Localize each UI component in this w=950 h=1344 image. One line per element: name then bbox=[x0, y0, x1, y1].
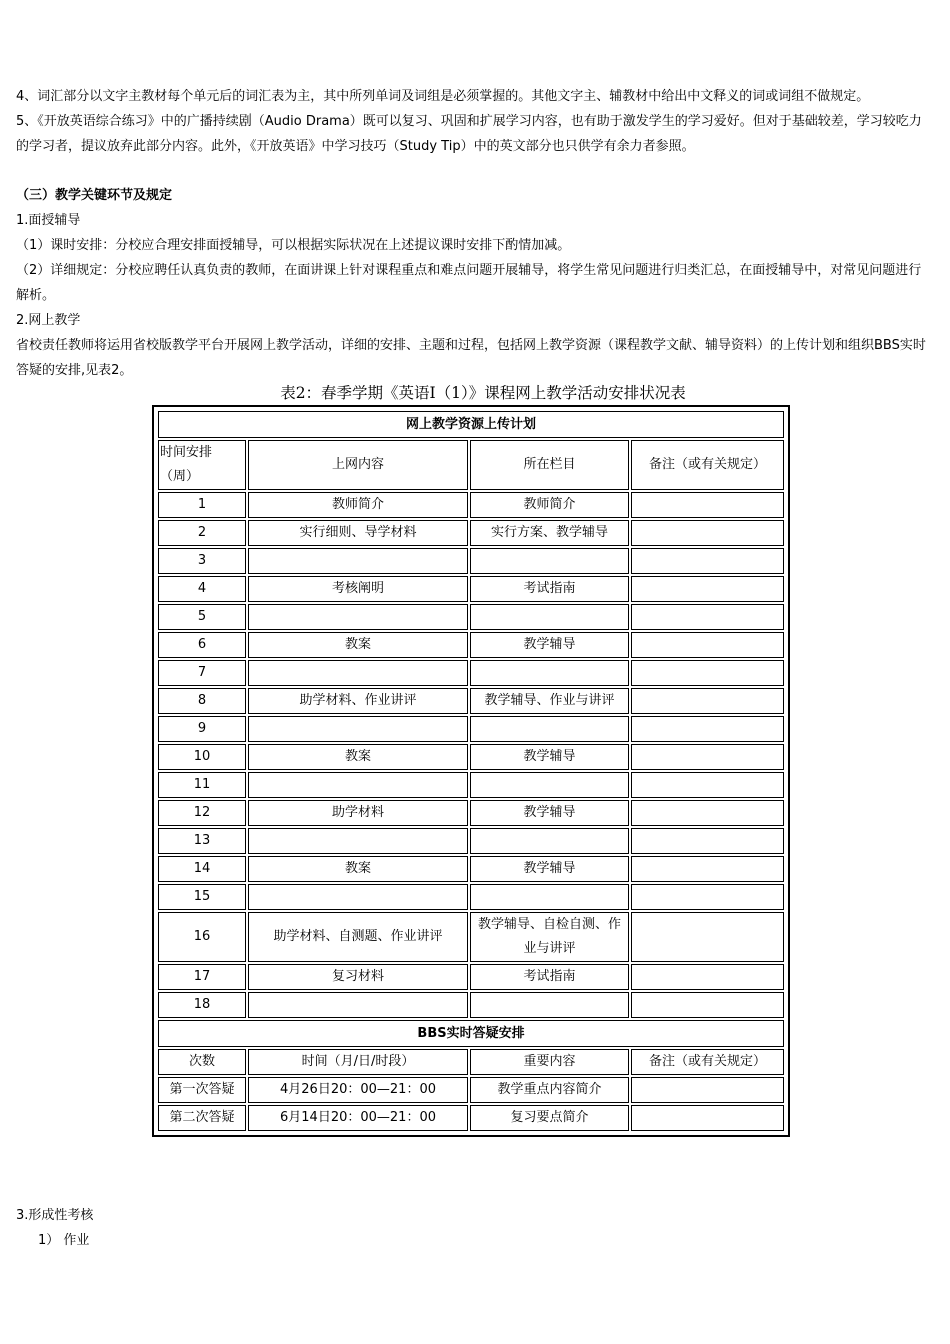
cell-col1: 5 bbox=[158, 604, 246, 630]
cell-remark bbox=[631, 548, 784, 574]
upload-plan-title: 网上教学资源上传计划 bbox=[158, 411, 784, 438]
cell-col1: 2 bbox=[158, 520, 246, 546]
section-title: （三）教学关键环节及规定 bbox=[16, 188, 173, 203]
section-item-rules: （2）详细规定：分校应聘任认真负责的教师，在面讲课上针对课程重点和难点问题开展辅导，将学生常见问题进行归类汇总，在面授辅导中，对常见问题进行解析。 bbox=[16, 263, 922, 303]
cell-col1: 3 bbox=[158, 548, 246, 574]
formative-assessment-heading: 3.形成性考核 bbox=[16, 1208, 94, 1223]
cell-col3 bbox=[470, 772, 629, 798]
cell-remark bbox=[631, 992, 784, 1018]
bbs-title: BBS实时答疑安排 bbox=[158, 1020, 784, 1047]
header-column: 所在栏目 bbox=[470, 440, 629, 490]
cell-col3: 教学辅导 bbox=[470, 856, 629, 882]
table-row bbox=[158, 548, 784, 574]
cell-col3: 教学辅导 bbox=[470, 744, 629, 770]
cell-remark bbox=[631, 632, 784, 658]
table-row bbox=[158, 688, 784, 714]
cell-col2: 助学材料、自测题、作业讲评 bbox=[248, 912, 468, 962]
cell-col2 bbox=[248, 828, 468, 854]
header-week: 时间安排（周） bbox=[158, 440, 246, 490]
cell-col3 bbox=[470, 548, 629, 574]
table-row bbox=[158, 604, 784, 630]
cell-remark bbox=[631, 492, 784, 518]
cell-col3: 重要内容 bbox=[470, 1049, 629, 1075]
cell-col2: 6月14日20：00—21：00 bbox=[248, 1105, 468, 1131]
cell-col1: 6 bbox=[158, 632, 246, 658]
table-row bbox=[158, 992, 784, 1018]
cell-col3: 考试指南 bbox=[470, 964, 629, 990]
table-row bbox=[158, 912, 784, 962]
cell-col3 bbox=[470, 716, 629, 742]
section-item-online-desc: 省校责任教师将运用省校版教学平台开展网上教学活动，详细的安排、主题和过程，包括网上教学资源（课程教学文献、辅导资料）的上传计划和组织BBS实时答疑的安排,见表2。 bbox=[16, 338, 926, 378]
cell-col1: 13 bbox=[158, 828, 246, 854]
cell-col2: 4月26日20：00—21：00 bbox=[248, 1077, 468, 1103]
schedule-table bbox=[152, 405, 790, 1137]
cell-col3: 复习要点简介 bbox=[470, 1105, 629, 1131]
cell-remark bbox=[631, 912, 784, 962]
cell-remark bbox=[631, 660, 784, 686]
cell-col3: 教学重点内容简介 bbox=[470, 1077, 629, 1103]
cell-col1: 12 bbox=[158, 800, 246, 826]
cell-remark bbox=[631, 964, 784, 990]
cell-col3: 教师简介 bbox=[470, 492, 629, 518]
cell-col3: 教学辅导 bbox=[470, 632, 629, 658]
cell-col1: 4 bbox=[158, 576, 246, 602]
cell-remark bbox=[631, 576, 784, 602]
cell-col3 bbox=[470, 992, 629, 1018]
table-row bbox=[158, 772, 784, 798]
table-row bbox=[158, 884, 784, 910]
cell-col3: 教学辅导、自检自测、作业与讲评 bbox=[470, 912, 629, 962]
table-row bbox=[158, 576, 784, 602]
bbs-title-row bbox=[158, 1020, 784, 1047]
table-row bbox=[158, 800, 784, 826]
cell-col3: 教学辅导、作业与讲评 bbox=[470, 688, 629, 714]
cell-remark bbox=[631, 1077, 784, 1103]
cell-remark: 备注（或有关规定） bbox=[631, 1049, 784, 1075]
cell-remark bbox=[631, 744, 784, 770]
table-row bbox=[158, 520, 784, 546]
section-item-hours: （1）课时安排：分校应合理安排面授辅导，可以根据实际状况在上述提议课时安排下酌情加减。 bbox=[16, 238, 571, 253]
table-row bbox=[158, 492, 784, 518]
cell-remark bbox=[631, 520, 784, 546]
cell-remark bbox=[631, 772, 784, 798]
cell-col2: 教案 bbox=[248, 632, 468, 658]
after-table bbox=[16, 1203, 93, 1253]
cell-remark bbox=[631, 828, 784, 854]
bbs-row bbox=[158, 1105, 784, 1131]
cell-col1: 9 bbox=[158, 716, 246, 742]
section-item-online: 2.网上教学 bbox=[16, 313, 81, 328]
document-body bbox=[16, 84, 930, 1137]
cell-col2: 复习材料 bbox=[248, 964, 468, 990]
table-row bbox=[158, 828, 784, 854]
cell-col2: 助学材料 bbox=[248, 800, 468, 826]
table-row bbox=[158, 632, 784, 658]
paragraph-vocabulary: 4、词汇部分以文字主教材每个单元后的词汇表为主，其中所列单词及词组是必须掌握的。其他文字主、辅教材中给出中文释义的词或词组不做规定。 bbox=[16, 89, 870, 104]
table-row bbox=[158, 716, 784, 742]
header-remark: 备注（或有关规定） bbox=[631, 440, 784, 490]
cell-col1: 1 bbox=[158, 492, 246, 518]
cell-remark bbox=[631, 1105, 784, 1131]
cell-col2: 时间（月/日/时段） bbox=[248, 1049, 468, 1075]
table-caption: 表2：春季学期《英语I（1）》课程网上教学活动安排状况表 bbox=[280, 384, 686, 402]
cell-col3: 考试指南 bbox=[470, 576, 629, 602]
cell-remark bbox=[631, 716, 784, 742]
cell-col2: 教师简介 bbox=[248, 492, 468, 518]
table-row bbox=[158, 856, 784, 882]
cell-col1: 8 bbox=[158, 688, 246, 714]
cell-col1: 16 bbox=[158, 912, 246, 962]
cell-col2: 实行细则、导学材料 bbox=[248, 520, 468, 546]
cell-col3 bbox=[470, 604, 629, 630]
cell-col2 bbox=[248, 548, 468, 574]
cell-col2: 助学材料、作业讲评 bbox=[248, 688, 468, 714]
cell-col3: 教学辅导 bbox=[470, 800, 629, 826]
cell-col2 bbox=[248, 604, 468, 630]
cell-col2: 教案 bbox=[248, 744, 468, 770]
section-item-face-tutoring: 1.面授辅导 bbox=[16, 213, 81, 228]
cell-col1: 10 bbox=[158, 744, 246, 770]
cell-col1: 17 bbox=[158, 964, 246, 990]
cell-col1: 7 bbox=[158, 660, 246, 686]
cell-col2 bbox=[248, 884, 468, 910]
cell-col2 bbox=[248, 992, 468, 1018]
paragraph-audio-drama: 5、《开放英语综合练习》中的广播持续剧（Audio Drama）既可以复习、巩固和扩展学习内容，也有助于激发学生的学习爱好。但对于基础较差，学习较吃力的学习者，提议放弃此部分内容。此外，《开放英语》中学习技巧（Study Tip）中的英文部分也只供学有余力者参照。 bbox=[16, 114, 922, 154]
cell-col3 bbox=[470, 828, 629, 854]
cell-col3 bbox=[470, 884, 629, 910]
cell-col2: 考核阐明 bbox=[248, 576, 468, 602]
cell-remark bbox=[631, 856, 784, 882]
cell-col2: 教案 bbox=[248, 856, 468, 882]
cell-col1: 第二次答疑 bbox=[158, 1105, 246, 1131]
cell-col1: 11 bbox=[158, 772, 246, 798]
cell-remark bbox=[631, 688, 784, 714]
cell-col1: 14 bbox=[158, 856, 246, 882]
homework-item: 1） 作业 bbox=[38, 1233, 90, 1248]
cell-col1: 15 bbox=[158, 884, 246, 910]
cell-col2 bbox=[248, 716, 468, 742]
cell-col1: 次数 bbox=[158, 1049, 246, 1075]
bbs-row bbox=[158, 1077, 784, 1103]
bbs-header-row bbox=[158, 1049, 784, 1075]
cell-remark bbox=[631, 604, 784, 630]
cell-col3: 实行方案、教学辅导 bbox=[470, 520, 629, 546]
cell-col1: 第一次答疑 bbox=[158, 1077, 246, 1103]
table-row bbox=[158, 660, 784, 686]
header-content: 上网内容 bbox=[248, 440, 468, 490]
table-row bbox=[158, 964, 784, 990]
cell-col2 bbox=[248, 772, 468, 798]
table-row bbox=[158, 744, 784, 770]
cell-col2 bbox=[248, 660, 468, 686]
cell-remark bbox=[631, 884, 784, 910]
cell-remark bbox=[631, 800, 784, 826]
cell-col3 bbox=[470, 660, 629, 686]
cell-col1: 18 bbox=[158, 992, 246, 1018]
